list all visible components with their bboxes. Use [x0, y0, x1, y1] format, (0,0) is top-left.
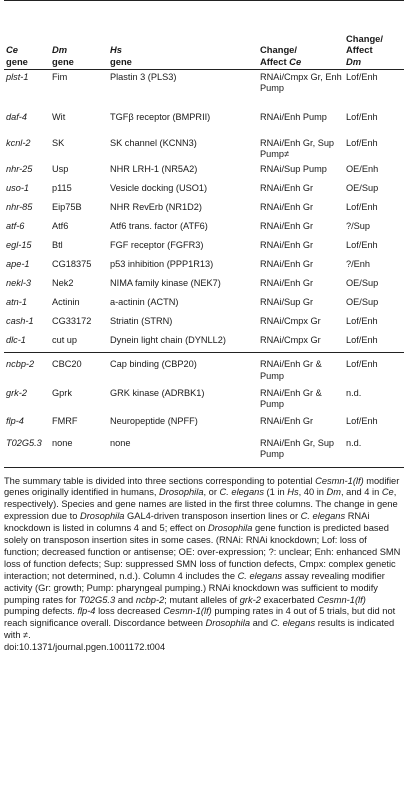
header-change-dm [344, 1, 404, 70]
header-dm-label: Dm [52, 44, 68, 55]
caption-text: . [28, 630, 31, 641]
caption-text: , and 4 in [341, 487, 382, 498]
cell-change-ce: RNAi/Cmpx Gr, Enh Pump [258, 70, 344, 111]
cell-change-ce: RNAi/Enh Gr & Pump [258, 353, 344, 384]
cell-ce-gene: uso-1 [6, 182, 29, 193]
cell-change-ce: RNAi/Enh Gr [260, 182, 314, 193]
cell-ce-gene: daf-4 [6, 111, 27, 122]
caption-italic: Cesmn-1(lf) [163, 606, 212, 617]
cell-change-ce: RNAi/Enh Gr [260, 239, 314, 250]
cell-hs-gene: none [108, 434, 258, 468]
cell-dm-gene: cut up [52, 334, 78, 345]
table-row [4, 238, 404, 257]
cell-dm-gene: Usp [52, 163, 69, 174]
cell-change-dm: OE/Enh [346, 163, 379, 174]
table-body-dm [4, 70, 404, 353]
caption-text: pumping rates in 4 out of 5 trials, but did not reach significance overall. Discordance between [4, 606, 396, 629]
modifier-summary-table [4, 0, 404, 468]
cell-hs-gene: Vesicle docking (USO1) [110, 182, 208, 193]
cell-hs-gene: Striatin (STRN) [110, 315, 173, 326]
cell-change-ce: RNAi/Enh Pump [260, 111, 327, 122]
table-row [4, 412, 404, 434]
table-row [4, 70, 404, 111]
cell-change-dm: Lof/Enh [346, 315, 378, 326]
cell-hs-gene: Plastin 3 (PLS3) [108, 70, 258, 111]
cell-ce-gene: plst-1 [4, 70, 50, 111]
header-hs-gene-label: gene [110, 55, 132, 67]
table-row [4, 110, 404, 136]
caption-text: , 40 in [298, 487, 327, 498]
cell-change-dm: Lof/Enh [344, 353, 404, 384]
caption-text: exacerbated [260, 594, 318, 605]
table-row [4, 384, 404, 413]
caption-text: RNAi knockdown is listed in columns 4 and 5; effect on [4, 511, 370, 534]
cell-change-dm: ?/Enh [346, 258, 371, 269]
caption-text: assay revealing modifier activity (Gr: growth; Pump: pharyngeal pumping.) RNAi knockdown was sufficient to modify pumping rates for [4, 570, 385, 605]
table-row [4, 295, 404, 314]
cell-ce-gene: T02G5.3 [4, 434, 50, 468]
table-body-ce [4, 353, 404, 468]
cell-hs-gene: TGFβ receptor (BMPRII) [110, 111, 211, 122]
header-change-ce-line2a: Affect [260, 55, 290, 67]
caption-italic: Ce [381, 487, 394, 498]
caption-italic: T02G5.3 [78, 594, 116, 605]
caption-italic: Drosophila [205, 618, 250, 629]
header-dm-gene [50, 1, 108, 70]
caption-italic: Dm [326, 487, 341, 498]
cell-dm-gene: SK [52, 137, 65, 148]
cell-dm-gene: Wit [52, 111, 66, 122]
header-hs-gene [108, 1, 258, 70]
caption-doi: doi:10.1371/journal.pgen.1001172.t004 [4, 642, 166, 653]
caption-italic: Cesmn-1(lf) [317, 594, 366, 605]
caption-text: The summary table is divided into three sections corresponding to potential [4, 475, 316, 486]
cell-change-dm: Lof/Enh [346, 111, 378, 122]
caption-text: gene function is predicted based solely on transposon insertion sites in some cases. (RNAi: RNAi knockdown; Lof: loss of function; decreased function or antisense; OE: over-expression; ?: unclear; Enh: enhanced SMN loss of function defects; Sup: suppressed SMN loss of function defects, Cmpx: complex genetic interaction; not determined, n.d.). Column 4 includes the [4, 523, 401, 581]
cell-change-ce: RNAi/Sup Gr [260, 296, 314, 307]
cell-ce-gene: nekl-3 [6, 277, 32, 288]
cell-change-ce: RNAi/Enh Gr [260, 201, 314, 212]
cell-dm-gene: Eip75B [52, 201, 82, 212]
caption-text: and [250, 618, 271, 629]
caption-italic: Hs [287, 487, 299, 498]
cell-ce-gene: ape-1 [6, 258, 30, 269]
cell-dm-gene: Btl [52, 239, 63, 250]
cell-ce-gene: nhr-85 [6, 201, 33, 212]
cell-dm-gene: none [50, 434, 108, 468]
cell-ce-gene: atf-6 [6, 220, 25, 231]
caption-italic: ncbp-2 [135, 594, 165, 605]
cell-dm-gene: p115 [52, 182, 72, 193]
cell-ce-gene: cash-1 [6, 315, 34, 326]
table-row [4, 257, 404, 276]
cell-ce-gene: nhr-25 [6, 163, 33, 174]
table-row [4, 276, 404, 295]
table-row [4, 219, 404, 238]
table-row [4, 136, 404, 162]
cell-hs-gene: NIMA family kinase (NEK7) [110, 277, 221, 288]
cell-change-ce: RNAi/Enh Gr & Pump [260, 387, 322, 409]
cell-change-dm: n.d. [344, 434, 404, 468]
caption-text: loss decreased [95, 606, 164, 617]
cell-dm-gene: FMRF [52, 416, 78, 426]
cell-dm-gene: Nek2 [52, 277, 74, 288]
header-change-dm-line1: Change/ [346, 32, 383, 44]
cell-change-dm: Lof/Enh [346, 137, 378, 148]
caption-italic: C. elegans [237, 570, 283, 581]
cell-hs-gene: Dynein light chain (DYNLL2) [110, 334, 226, 345]
cell-change-ce: RNAi/Enh Gr [260, 277, 314, 288]
table-row [4, 434, 404, 468]
cell-hs-gene: NHR LRH-1 (NR5A2) [110, 163, 198, 174]
cell-change-dm: OE/Sup [346, 277, 379, 288]
header-ce-gene-label: gene [6, 55, 28, 67]
cell-change-dm: OE/Sup [346, 182, 379, 193]
cell-ce-gene: grk-2 [6, 387, 27, 398]
table-row [4, 353, 404, 384]
header-change-dm-line3: Dm [346, 55, 362, 67]
cell-dm-gene: CBC20 [50, 353, 108, 384]
cell-change-ce: RNAi/Enh Gr, Sup Pump≠ [260, 137, 335, 159]
cell-change-ce: RNAi/Enh Gr [260, 258, 314, 269]
cell-ce-gene: egl-15 [6, 239, 32, 250]
cell-change-dm: Lof/Enh [346, 239, 378, 250]
table-row [4, 162, 404, 181]
cell-ce-gene: dlc-1 [6, 334, 26, 345]
cell-change-ce: RNAi/Cmpx Gr [260, 334, 321, 345]
cell-dm-gene: Gprk [52, 387, 72, 398]
cell-hs-gene: NHR RevErb (NR1D2) [110, 201, 202, 212]
cell-hs-gene: FGF receptor (FGFR3) [110, 239, 204, 250]
caption-italic: Drosophila [159, 487, 204, 498]
caption-text: ; mutant alleles of [164, 594, 240, 605]
caption-italic: C. elegans [219, 487, 264, 498]
cell-dm-gene: Fim [50, 70, 108, 111]
caption-italic: C. elegans [300, 511, 346, 522]
cell-hs-gene: a-actinin (ACTN) [110, 296, 179, 307]
cell-change-ce: RNAi/Enh Gr [260, 220, 314, 231]
table-row [4, 333, 404, 353]
cell-hs-gene: p53 inhibition (PPP1R13) [110, 258, 214, 269]
cell-ce-gene: kcnl-2 [6, 137, 31, 148]
header-change-ce [258, 1, 344, 70]
caption-text: (1 in [263, 487, 288, 498]
not-equal-symbol: ≠ [23, 630, 29, 641]
cell-hs-gene: SK channel (KCNN3) [110, 137, 197, 148]
cell-change-dm: n.d. [346, 387, 362, 398]
header-change-dm-line2: Affect [346, 44, 373, 55]
header-hs-label: Hs [110, 44, 122, 55]
cell-hs-gene: Cap binding (CBP20) [108, 353, 258, 384]
caption-italic: Drosophila [79, 511, 125, 522]
cell-hs-gene: Neuropeptide (NPFF) [110, 416, 198, 426]
header-change-ce-line1: Change/ [260, 44, 297, 55]
table-row [4, 200, 404, 219]
caption-text: GAL4-driven transposon insertion lines or [124, 511, 301, 522]
caption-italic: flp-4 [77, 606, 96, 617]
cell-ce-gene: ncbp-2 [4, 353, 50, 384]
caption-italic: Cesmn-1(lf) [315, 475, 364, 486]
cell-dm-gene: Actinin [52, 296, 80, 307]
caption-italic: Drosophila [207, 523, 253, 534]
cell-ce-gene: flp-4 [6, 416, 24, 426]
table-row [4, 314, 404, 333]
cell-change-ce: RNAi/Enh Gr [260, 416, 314, 426]
cell-hs-gene: Atf6 trans. factor (ATF6) [110, 220, 208, 231]
caption-text: , or [203, 487, 220, 498]
caption-text: , respectively). Species and gene names are listed in the first three columns. The change in gene expression due to [4, 487, 398, 522]
caption-italic: C. elegans [270, 618, 316, 629]
table-row [4, 181, 404, 200]
table-caption [4, 476, 404, 655]
cell-change-ce: RNAi/Enh Gr, Sup Pump [258, 434, 344, 468]
cell-dm-gene: CG18375 [52, 258, 92, 269]
cell-change-dm: OE/Sup [346, 296, 379, 307]
caption-italic: grk-2 [239, 594, 261, 605]
cell-change-ce: RNAi/Cmpx Gr [260, 315, 321, 326]
caption-text: pumping defects. [4, 606, 78, 617]
header-dm-gene-label: gene [52, 55, 74, 67]
cell-change-dm: Lof/Enh [346, 416, 378, 426]
header-change-ce-line2b: Ce [289, 55, 302, 67]
cell-change-dm: Lof/Enh [346, 334, 378, 345]
caption-text: results is indicated with [4, 618, 395, 641]
cell-dm-gene: CG33172 [52, 315, 92, 326]
table-header-row [4, 1, 404, 70]
cell-change-ce: RNAi/Sup Pump [260, 163, 327, 174]
cell-change-dm: Lof/Enh [344, 70, 404, 111]
header-ce-gene [4, 1, 50, 70]
cell-change-dm: ?/Sup [346, 220, 371, 231]
header-ce-label: Ce [6, 44, 18, 55]
cell-change-dm: Lof/Enh [346, 201, 378, 212]
cell-ce-gene: atn-1 [6, 296, 27, 307]
caption-text: and [115, 594, 136, 605]
caption-text: modifier genes originally identified in humans, [4, 475, 400, 498]
cell-dm-gene: Atf6 [52, 220, 69, 231]
cell-hs-gene: GRK kinase (ADRBK1) [110, 387, 205, 398]
